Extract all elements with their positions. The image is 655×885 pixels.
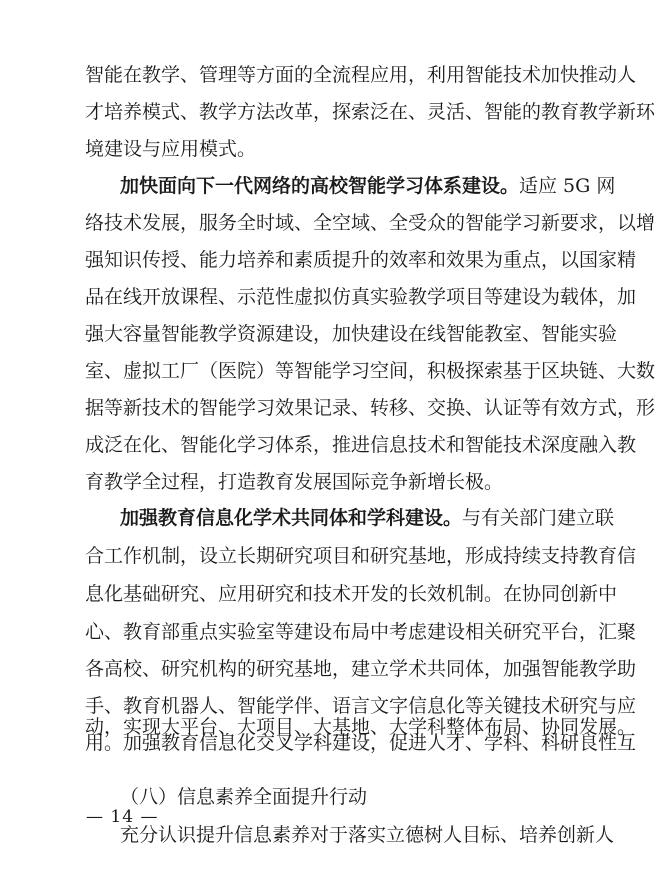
line-text: 充分认识提升信息素养对于落实立德树人目标、培养创新人 [120,824,615,846]
body-line: 手、教育机器人、智能学伴、语言文字信息化等关键技术研究与应 [85,695,637,717]
body-line: 据等新技术的智能学习效果记录、转移、交换、认证等有效方式，形 [85,397,655,419]
body-line: 品在线开放课程、示范性虚拟仿真实验教学项目等建设为载体，加 [85,286,637,308]
body-line: 才培养模式、教学方法改革，探索泛在、灵活、智能的教育教学新环 [85,101,655,123]
body-line: 强知识传授、能力培养和素质提升的效率和效果为重点，以国家精 [85,249,637,271]
body-line: 动，实现大平台、大项目、大基地、大学科整体布局、协同发展。 [85,716,637,738]
body-line: 境建设与应用模式。 [85,138,257,160]
section-heading: 加快面向下一代网络的高校智能学习体系建设。 [120,175,520,197]
body-line: 室、虚拟工厂（医院）等智能学习空间，积极探索基于区块链、大数 [85,360,655,382]
body-line: 智能在教学、管理等方面的全流程应用，利用智能技术加快推动人 [85,64,637,86]
section-heading-line: 加快面向下一代网络的高校智能学习体系建设。适应 5G 网 [120,175,616,197]
body-line: 心、教育部重点实验室等建设布局中考虑建设相关研究平台，汇聚 [85,621,637,643]
line-text: （八）信息素养全面提升行动 [120,786,368,808]
body-line: 络技术发展，服务全时域、全空域、全受众的智能学习新要求，以增 [85,212,655,234]
body-line: 各高校、研究机构的研究基地，建立学术共同体，加强智能教学助 [85,658,637,680]
body-line: 育教学全过程，打造教育发展国际竞争新增长极。 [85,471,504,493]
body-line: 用。加强教育信息化交叉学科建设，促进人才、学科、科研良性互 [85,732,637,754]
section-heading-line: 加强教育信息化学术共同体和学科建设。与有关部门建立联 [120,507,615,529]
body-line: 强大容量智能教学资源建设，加快建设在线智能教室、智能实验 [85,323,618,345]
section-heading: 加强教育信息化学术共同体和学科建设。 [120,507,463,529]
body-line: 息化基础研究、应用研究和技术开发的长效机制。在协同创新中 [85,583,618,605]
body-line: 合工作机制，设立长期研究项目和研究基地，形成持续支持教育信 [85,545,637,567]
body-line: 成泛在化、智能化学习体系，推进信息技术和智能技术深度融入教 [85,434,637,456]
page-number: — 14 — [86,807,159,827]
